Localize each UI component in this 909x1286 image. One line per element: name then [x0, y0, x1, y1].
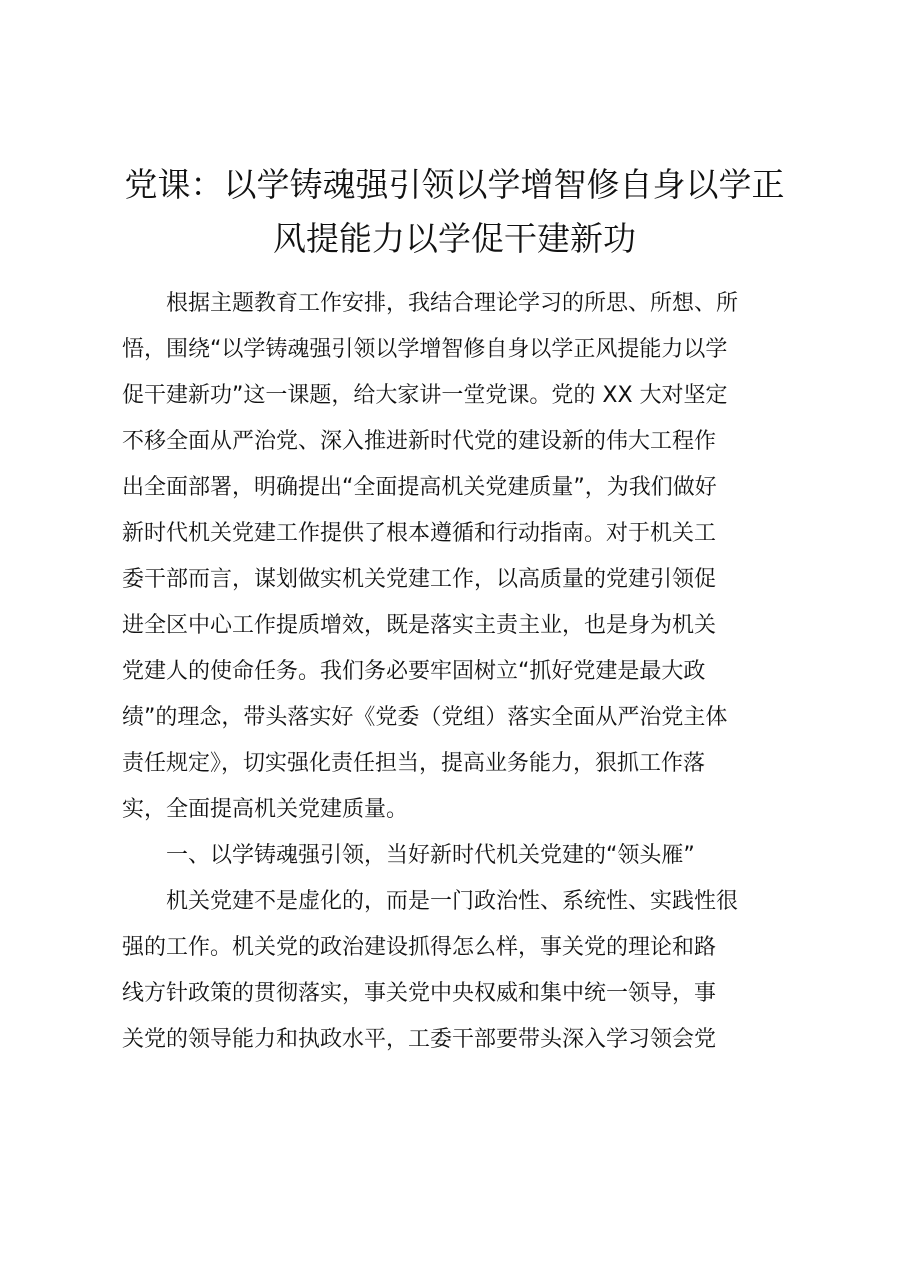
text-line: 机关党建不是虚化的，而是一门政治性、系统性、实践性很 — [122, 889, 739, 914]
text-line: 出全面部署，明确提出“全面提高机关党建质量”，为我们做好 — [122, 475, 717, 500]
text-line: 线方针政策的贯彻落实，事关党中央权威和集中统一领导，事 — [122, 981, 717, 1006]
title-line: 风提能力以学促干建新功 — [273, 219, 636, 258]
document-body — [122, 281, 802, 1063]
text-line: 绩”的理念，带头落实好《党委（党组）落实全面从严治党主体 — [122, 705, 728, 730]
text-line: 党建人的使命任务。我们务必要牢固树立“抓好党建是最大政 — [122, 659, 706, 684]
text-line: 强的工作。机关党的政治建设抓得怎么样，事关党的理论和路 — [122, 935, 717, 960]
text-line: 实，全面提高机关党建质量。 — [122, 797, 409, 822]
section-heading — [122, 833, 802, 879]
text-line: 一、以学铸魂强引领，当好新时代机关党建的“领头雁” — [122, 843, 695, 868]
text-line: 进全区中心工作提质增效，既是落实主责主业，也是身为机关 — [122, 613, 717, 638]
text-line: 悟，围绕“以学铸魂强引领以学增智修自身以学正风提能力以学 — [122, 337, 728, 362]
text-line: 不移全面从严治党、深入推进新时代党的建设新的伟大工程作 — [122, 429, 717, 454]
text-line: 新时代机关党建工作提供了根本遵循和行动指南。对于机关工 — [122, 521, 717, 546]
title-line: 党课：以学铸魂强引领以学增智修自身以学正 — [124, 165, 785, 204]
text-line: 促干建新功”这一课题，给大家讲一堂党课。党的 XX 大对坚定 — [122, 383, 728, 408]
text-line: 根据主题教育工作安排，我结合理论学习的所思、所想、所 — [122, 291, 739, 316]
text-line: 委干部而言，谋划做实机关党建工作，以高质量的党建引领促 — [122, 567, 717, 592]
paragraph-intro — [122, 281, 802, 833]
text-line: 关党的领导能力和执政水平，工委干部要带头深入学习领会党 — [122, 1027, 717, 1052]
document-title — [108, 158, 801, 266]
text-line: 责任规定》，切实强化责任担当，提高业务能力，狠抓工作落 — [122, 751, 706, 776]
paragraph-section-one — [122, 879, 802, 1063]
